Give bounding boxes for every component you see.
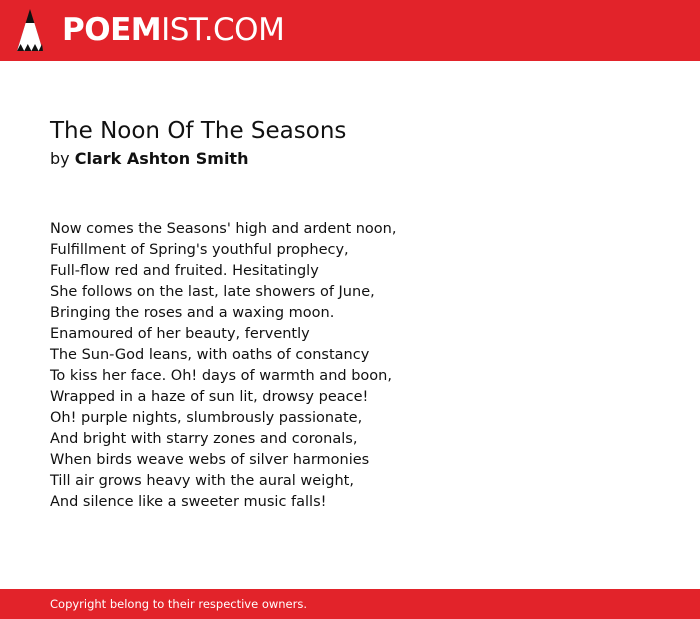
poem-line: When birds weave webs of silver harmonies: [50, 452, 370, 468]
site-header: [0, 0, 700, 61]
poem-line: Full-flow red and fruited. Hesitatingly: [50, 263, 319, 279]
poem-line: Wrapped in a haze of sun lit, drowsy peace!: [50, 389, 369, 405]
poem-line: Now comes the Seasons' high and ardent noon,: [50, 221, 397, 237]
poem-line: Fulfillment of Spring's youthful prophecy,: [50, 242, 349, 258]
copyright-notice: Copyright belong to their respective owners.: [50, 597, 308, 611]
by-label: by: [50, 149, 70, 168]
poem-line: And silence like a sweeter music falls!: [50, 494, 327, 510]
byline: [50, 148, 248, 170]
pencil-tip-icon[interactable]: [17, 9, 43, 51]
poem-title: The Noon Of The Seasons: [50, 118, 347, 144]
poem-line: Bringing the roses and a waxing moon.: [50, 305, 335, 321]
poem-line: Till air grows heavy with the aural weight,: [50, 473, 354, 489]
poem-line: To kiss her face. Oh! days of warmth and boon,: [50, 368, 392, 384]
site-logo-link[interactable]: [62, 11, 284, 49]
author-name[interactable]: Clark Ashton Smith: [74, 149, 249, 168]
poem-text: [50, 219, 396, 513]
poem-line: Enamoured of her beauty, fervently: [50, 326, 310, 342]
poem-line: And bright with starry zones and coronals,: [50, 431, 358, 447]
brand-name-bold: POEM: [62, 12, 162, 48]
brand-name-light: IST.COM: [161, 12, 285, 48]
poem-line: Oh! purple nights, slumbrously passionate,: [50, 410, 363, 426]
poem-line: She follows on the last, late showers of June,: [50, 284, 375, 300]
site-footer: [0, 589, 700, 619]
poem-line: The Sun-God leans, with oaths of constancy: [50, 347, 370, 363]
